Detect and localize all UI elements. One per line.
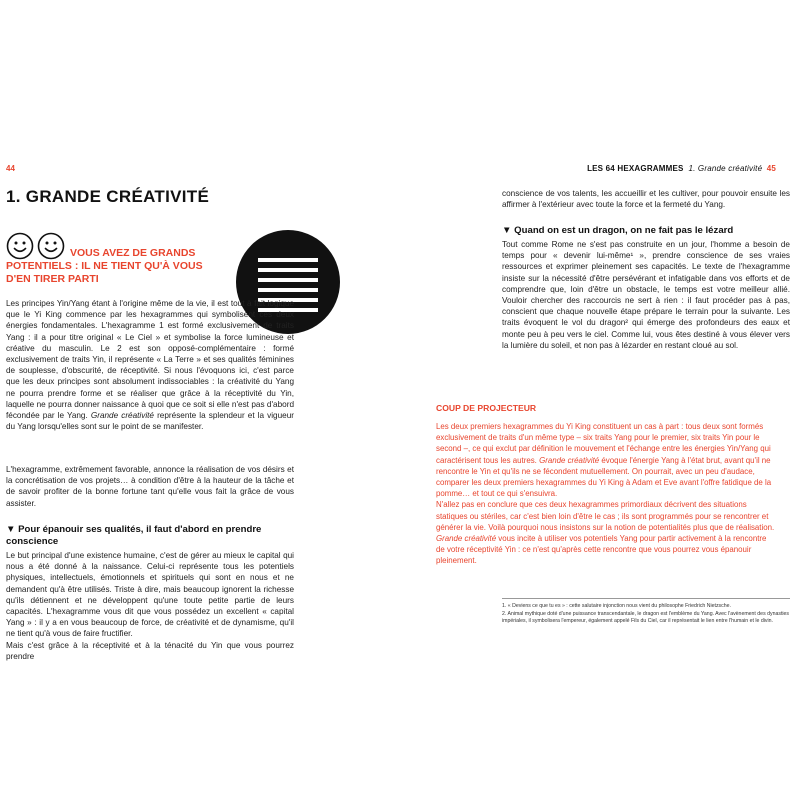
section-lede: VOUS AVEZ DE GRANDS POTENTIELS : IL NE TIENT QU'À VOUS D'EN TIRER PARTI	[6, 247, 203, 285]
body-column	[6, 524, 294, 662]
subheading: ▼ Quand on est un dragon, on ne fait pas le lézard	[502, 225, 734, 236]
spotlight-title: COUP DE PROJECTEUR	[436, 403, 537, 413]
footnote: 1. « Deviens ce que tu es » : cette salutaire injonction nous vient du philosophe Friedrich Nietzsche.	[502, 603, 731, 609]
paragraph: Mais c'est grâce à la réceptivité et à la ténacité du Yin que vous pourrez prendre	[6, 640, 294, 661]
paragraph: Tout comme Rome ne s'est pas construite en un jour, l'homme a besoin de temps pour « devenir lui-même¹ », prendre conscience de ses vraies ressources et exprimer pleinement ses capacités. Le texte de l'hexagramme insiste sur la nécessité d'être persévérant et infatigable dans vos efforts et de comprendre que, loin d'être un obstacle, le temps est votre meilleur allié. Vouloir chercher des raccourcis ne sert à rien : il faut procéder pas à pas, conscient que chaque nouvelle étape prépare le terrain pour la suivante. Les traits évoquent le vol du dragon² qui émerge des profondeurs des eaux et monte peu à peu vers le ciel. Comme lui, vous êtes destiné à vous élever vers la lumière du soleil, et non pas à lézarder en restant cloué au sol.	[502, 240, 790, 350]
paragraph: Le but principal d'une existence humaine, c'est de gérer au mieux le capital qui nous a été donné à la naissance. Celui-ci représente tous les potentiels physiques, intellectuels, émotionnels et spirituels qui sont en nous et ne demandent qu'à être utilisés. Triste à dire, mais beaucoup ignorent la richesse qu'ils détiennent et ne développent qu'une toute petite partie de leurs capacités. L'hexagramme vous dit que vous possédez un excellent « capital Yang » : il y a en vous beaucoup de force, de créativité et de dynamisme, qu'il ne tient qu'à vous de faire fructifier.	[6, 551, 294, 639]
paragraph: conscience de vos talents, les accueillir et les cultiver, pour pouvoir ensuite les affirmer à l'extérieur avec toute la force et la fermeté du Yang.	[502, 189, 790, 210]
footnote: 2. Animal mythique doté d'une puissance transcendantale, le dragon est l'emblème du Yang. Avec l'avènement des dynasties impériales, il symbolisera l'empereur, également appelé Fils du Ciel, car il représentait le lien entre l'humain et le divin.	[502, 610, 790, 624]
paragraph: Les principes Yin/Yang étant à l'origine même de la vie, il est tout à fait logique que le Yi King commence par les hexagrammes qui symbolisent ces deux énergies fondamentales. L'hexagramme 1 est formé exclusivement de traits Yang : il a pour titre original « Le Ciel » et symbolise la force lumineuse et créative du masculin. Le 2 est son opposé-complémentaire : formé exclusivement de traits Yin, il représente « La Terre » et ses qualités féminines de souplesse, d'obscurité, de réceptivité. Si nous l'évoquons ici, c'est parce que les deux principes sont absolument indissociables : la créativité du Yang ne pourra prendre forme et se réaliser que grâce à la réceptivité du Yin, laquelle ne pourra donner naissance à quoi que ce soit si elle n'est pas d'abord fécondée par le Yang. Grande créativité représente la splendeur et la vigueur du Yang lorsqu'elles sont sur le point de se manifester.	[6, 299, 294, 432]
spotlight-paragraph: N'allez pas en conclure que ces deux hexagrammes primordiaux décrivent des situations statiques ou stériles, car c'est bien loin d'être le cas ; ils sont programmés pour se rencontrer et générer la vie. Voilà pourquoi nous insistons sur la notion de potentialités plus que de réalisation. Grande créativité vous incite à utiliser vos potentiels Yang pour partir activement à la rencontre de votre réceptivité Yin : ce n'est qu'après cette rencontre que vous pourrez vous épanouir pleinement.	[436, 500, 775, 566]
spotlight-box	[436, 403, 776, 567]
page-number: 44	[6, 164, 15, 173]
footnotes	[502, 598, 790, 625]
spotlight-paragraph: Les deux premiers hexagrammes du Yi King constituent un cas à part : tous deux sont formés exclusivement de traits d'un même type – six traits Yang pour le premier, six traits Yin pour le second –, ce qui exclut par définition le mouvement et l'échange entre les énergies Yin/Yang qui caractérisent tous les autres. Grande créativité évoque l'énergie Yang à l'état brut, avant qu'il ne rencontre le Yin et qu'ils ne se fécondent mutuellement. On pourrait, avec un peu d'audace, comparer les deux premiers hexagrammes du Yi King à Adam et Eve avant l'offre fatidique de la pomme… et tout ce qui s'ensuivra.	[436, 422, 772, 499]
body-column	[502, 188, 790, 210]
page-title: 1. GRANDE CRÉATIVITÉ	[6, 187, 210, 206]
body-column	[502, 225, 790, 351]
page-number: 45	[766, 164, 776, 173]
right-page	[400, 0, 800, 800]
subheading: ▼ Pour épanouir ses qualités, il faut d'abord en prendre conscience	[6, 524, 262, 547]
body-column	[6, 298, 294, 432]
body-column	[6, 464, 294, 509]
paragraph: L'hexagramme, extrêmement favorable, annonce la réalisation de vos désirs et la concrétisation de vos projets… à condition d'être à la hauteur de la tâche et de savoir profiter de la bonne fortune tant qu'elle vous fait la grâce de vous assister.	[6, 465, 294, 508]
running-head: LES 64 HEXAGRAMMES 1. Grande créativité 45	[587, 164, 776, 173]
